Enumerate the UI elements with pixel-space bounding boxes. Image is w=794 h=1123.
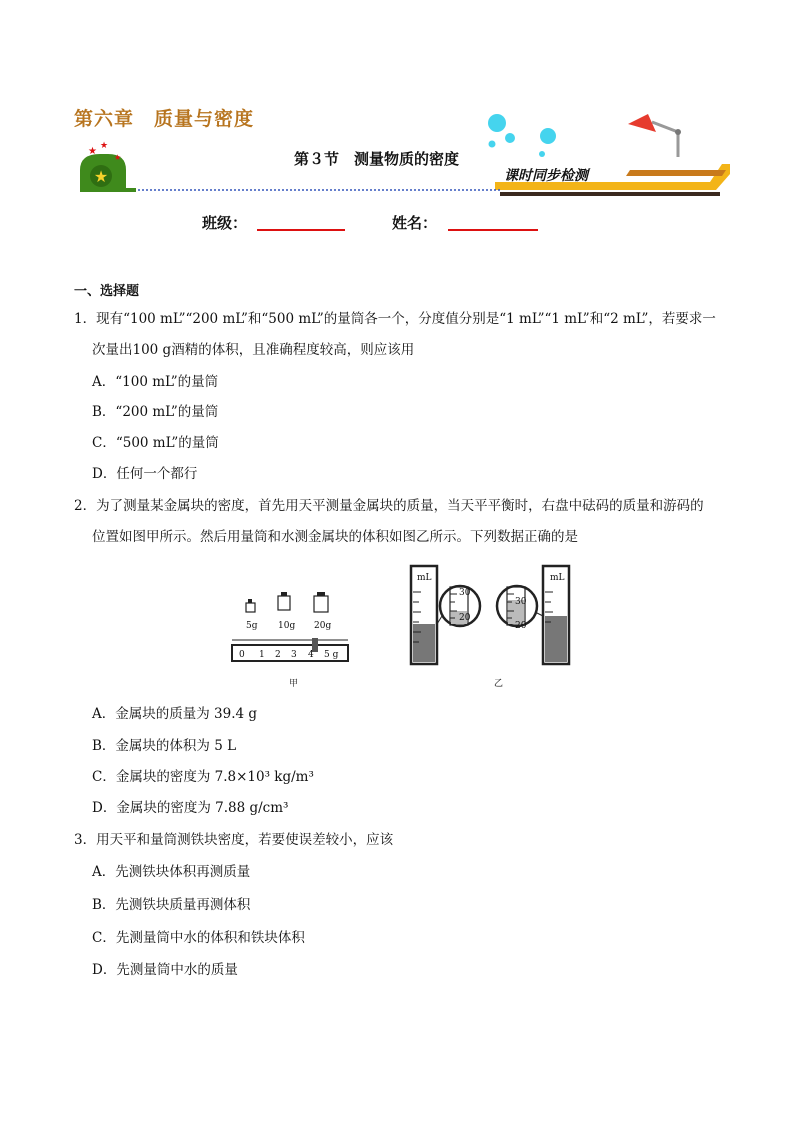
scale-tick-0: 0 bbox=[239, 650, 245, 660]
scale-tick-5: 5 g bbox=[324, 650, 339, 660]
class-input-line[interactable] bbox=[257, 229, 345, 231]
q3-option-c[interactable]: C．先测量筒中水的体积和铁块体积 bbox=[92, 930, 305, 946]
q2-stem-line1: 2．为了测量某金属块的密度，首先用天平测量金属块的质量，当天平平衡时，右盘中砝码的质量和游码的 bbox=[74, 498, 704, 514]
right-cylinder-unit: mL bbox=[550, 573, 565, 583]
q2-option-a[interactable]: A．金属块的质量为 39.4 g bbox=[92, 706, 258, 722]
figure-caption-yi: 乙 bbox=[494, 679, 504, 689]
q3-option-d[interactable]: D．先测量筒中水的质量 bbox=[92, 962, 238, 978]
scale-tick-2: 2 bbox=[275, 650, 281, 660]
scale-tick-1: 1 bbox=[259, 650, 265, 660]
right-zoom-mark-20: 20 bbox=[515, 621, 527, 631]
left-cylinder-unit: mL bbox=[417, 573, 432, 583]
q3-stem: 3．用天平和量筒测铁块密度，若要使误差较小，应该 bbox=[74, 832, 394, 848]
q1-stem-line2: 次量出100 g酒精的体积，且准确程度较高，则应该用 bbox=[92, 342, 415, 358]
scale-tick-3: 3 bbox=[291, 650, 297, 660]
q2-stem-line2: 位置如图甲所示。然后用量筒和水测金属块的体积如图乙所示。下列数据正确的是 bbox=[92, 529, 578, 545]
section-heading: 一、选择题 bbox=[74, 284, 140, 299]
left-zoom-mark-30: 30 bbox=[459, 588, 471, 598]
q3-option-b[interactable]: B．先测铁块质量再测体积 bbox=[92, 897, 251, 913]
q1-option-a[interactable]: A．“100 mL”的量筒 bbox=[92, 374, 219, 390]
q2-option-d[interactable]: D．金属块的密度为 7.88 g/cm³ bbox=[92, 800, 289, 816]
figure-caption-jia: 甲 bbox=[289, 679, 299, 689]
q1-option-d[interactable]: D．任何一个都行 bbox=[92, 466, 198, 482]
scale-tick-4: 4 bbox=[308, 650, 314, 660]
q3-option-a[interactable]: A．先测铁块体积再测质量 bbox=[92, 864, 251, 880]
class-label: 班级： bbox=[202, 214, 248, 232]
figure-balance bbox=[228, 590, 358, 668]
q1-option-b[interactable]: B．“200 mL”的量筒 bbox=[92, 404, 219, 420]
q2-option-c[interactable]: C．金属块的密度为 7.8×10³ kg/m³ bbox=[92, 769, 314, 785]
weight-label-10g: 10g bbox=[278, 621, 296, 631]
svg-text:★: ★ bbox=[88, 146, 97, 157]
name-input-line[interactable] bbox=[448, 229, 538, 231]
header-tag: 课时同步检测 bbox=[504, 168, 588, 184]
right-zoom-mark-30: 30 bbox=[515, 597, 527, 607]
svg-text:★: ★ bbox=[93, 167, 109, 186]
weight-label-20g: 20g bbox=[314, 621, 332, 631]
q1-stem-line1: 1．现有“100 mL”“200 mL”和“500 mL”的量筒各一个，分度值分别是“1 mL”“1 mL”和“2 mL”，若要求一 bbox=[74, 311, 716, 327]
weight-label-5g: 5g bbox=[246, 621, 258, 631]
svg-text:★: ★ bbox=[100, 141, 109, 151]
q2-option-b[interactable]: B．金属块的体积为 5 L bbox=[92, 738, 237, 754]
svg-text:★: ★ bbox=[114, 153, 122, 162]
section-title: 第３节 测量物质的密度 bbox=[294, 150, 460, 168]
chapter-title: 第六章 质量与密度 bbox=[74, 108, 255, 130]
name-label: 姓名： bbox=[392, 214, 438, 232]
q1-option-c[interactable]: C．“500 mL”的量筒 bbox=[92, 435, 219, 451]
figure-cylinders bbox=[405, 562, 575, 670]
left-zoom-mark-20: 20 bbox=[459, 613, 471, 623]
